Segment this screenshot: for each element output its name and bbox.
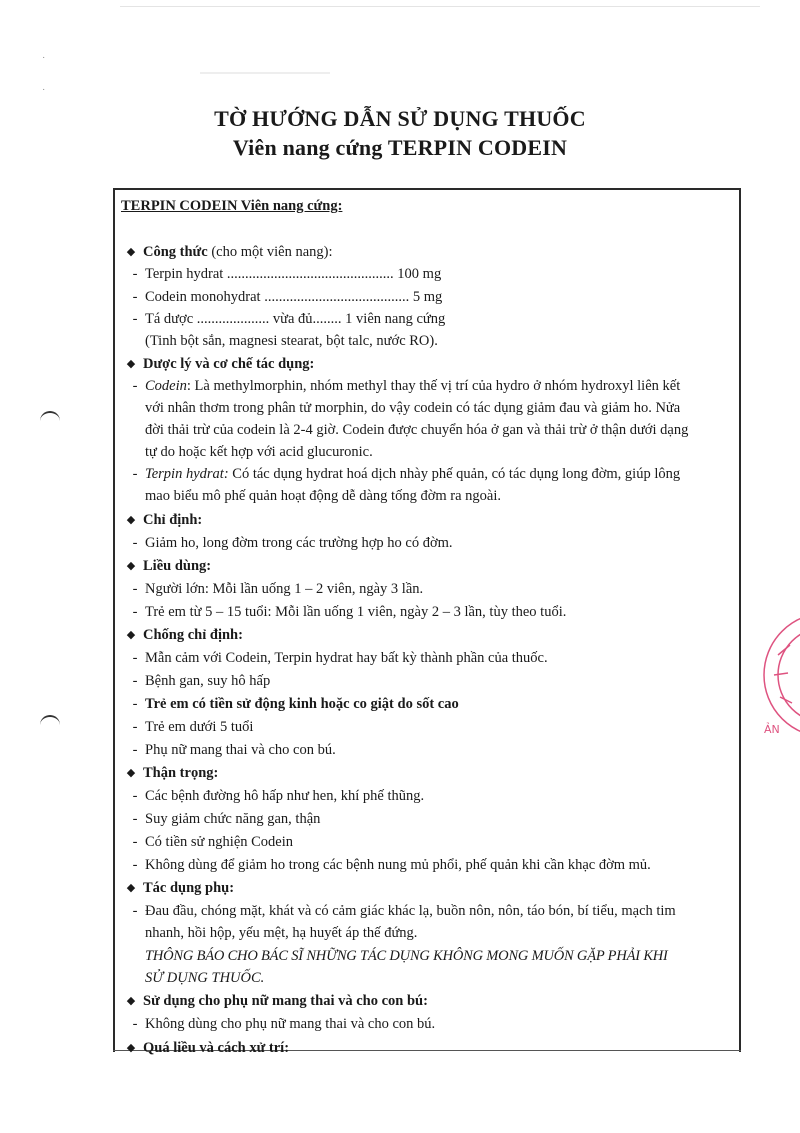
section-side-effects-heading — [119, 878, 234, 899]
paragraph-text: Đau đầu, chóng mặt, khát và có cảm giác khác lạ, buồn nôn, nôn, táo bón, bí tiểu, mạch tim — [145, 903, 676, 919]
diamond-bullet-icon: ◆ — [126, 629, 136, 641]
diamond-bullet-icon: ◆ — [126, 560, 136, 572]
section-heading-text: Chống chỉ định: — [143, 627, 243, 643]
term-label: Terpin hydrat: — [145, 466, 229, 482]
list-item: - Không dùng để giảm ho trong các bệnh nung mủ phổi, phế quản khi cần khạc đờm mủ. — [132, 857, 651, 873]
side-effects-warning: SỬ DỤNG THUỐC. — [145, 970, 265, 986]
diamond-bullet-icon: ◆ — [126, 358, 136, 370]
section-overdose-heading — [119, 1038, 289, 1059]
seal-text: ẢN — [764, 723, 780, 736]
term-label: Codein — [145, 378, 187, 394]
box-header-text: TERPIN CODEIN Viên nang cứng: — [121, 198, 343, 214]
punch-hole-mark — [40, 715, 60, 727]
scan-edge-line — [120, 6, 760, 7]
list-item: - Mẫn cảm với Codein, Terpin hydrat hay bất kỳ thành phần của thuốc. — [132, 650, 548, 666]
official-seal-stamp — [760, 605, 800, 745]
section-contraindications-heading — [119, 625, 243, 646]
document-title: TỜ HƯỚNG DẪN SỬ DỤNG THUỐC — [214, 106, 586, 131]
list-item: - Trẻ em từ 5 – 15 tuổi: Mỗi lần uống 1 viên, ngày 2 – 3 lần, tùy theo tuổi. — [132, 604, 567, 620]
list-item-text: Phụ nữ mang thai và cho con bú. — [145, 742, 336, 758]
list-item-text: Có tiền sử nghiện Codein — [145, 834, 294, 850]
list-item-text: Suy giảm chức năng gan, thận — [145, 811, 321, 827]
list-item: - Codein monohydrat ........................................ 5 mg — [132, 289, 443, 305]
list-item-text: Không dùng cho phụ nữ mang thai và cho con bú. — [145, 1016, 436, 1032]
list-item: - Suy giảm chức năng gan, thận — [132, 811, 321, 827]
section-heading-text: Sử dụng cho phụ nữ mang thai và cho con bú: — [143, 993, 428, 1009]
paragraph-text: : Là methylmorphin, nhóm methyl thay thế vị trí của hydro ở nhóm hydroxyl liên kết — [186, 378, 681, 394]
section-heading-text: Thận trọng: — [143, 765, 219, 781]
list-item: - Người lớn: Mỗi lần uống 1 – 2 viên, ngày 3 lần. — [132, 581, 424, 597]
list-item-text: Không dùng để giảm ho trong các bệnh nung mủ phổi, phế quản khi cần khạc đờm mủ. — [145, 857, 651, 873]
list-item-text: Bệnh gan, suy hô hấp — [145, 673, 271, 689]
section-heading-text: Chỉ định: — [143, 512, 203, 528]
paragraph-line: - Đau đầu, chóng mặt, khát và có cảm giác khác lạ, buồn nôn, nôn, táo bón, bí tiểu, mạch tim — [132, 903, 676, 919]
list-item-text: Mẫn cảm với Codein, Terpin hydrat hay bất kỳ thành phần của thuốc. — [145, 650, 548, 666]
list-item: - Bệnh gan, suy hô hấp — [132, 673, 271, 689]
section-pregnancy-heading — [119, 991, 428, 1012]
side-effects-warning: THÔNG BÁO CHO BÁC SĨ NHỮNG TÁC DỤNG KHÔNG MONG MUỐN GẶP PHẢI KHI — [145, 948, 668, 964]
diamond-bullet-icon: ◆ — [126, 246, 136, 258]
list-item: - Trẻ em có tiền sử động kinh hoặc co giật do sốt cao — [132, 696, 459, 712]
list-item-text: Giảm ho, long đờm trong các trường hợp ho có đờm. — [145, 535, 453, 551]
list-item: - Các bệnh đường hô hấp như hen, khí phế thũng. — [132, 788, 425, 804]
section-indications-heading — [119, 510, 202, 531]
scan-smudge — [200, 72, 330, 74]
seal-outer-ring — [764, 613, 800, 737]
diamond-bullet-icon: ◆ — [126, 995, 136, 1007]
box-header — [121, 196, 342, 216]
diamond-bullet-icon: ◆ — [126, 1042, 136, 1054]
section-formula-heading — [119, 242, 333, 263]
list-item: - Không dùng cho phụ nữ mang thai và cho con bú. — [132, 1016, 436, 1032]
list-item: - Terpin hydrat .............................................. 100 mg — [132, 266, 442, 282]
scan-speck: ˙ — [42, 56, 46, 67]
diamond-bullet-icon: ◆ — [126, 514, 136, 526]
paragraph-line: - Codein: Là methylmorphin, nhóm methyl thay thế vị trí của hydro ở nhóm hydroxyl liên kết — [132, 378, 681, 394]
paragraph-text: Có tác dụng hydrat hoá dịch nhày phế quản, có tác dụng long đờm, giúp lông — [228, 466, 681, 482]
diamond-bullet-icon: ◆ — [126, 767, 136, 779]
paragraph-line: tự do hoặc kết hợp với acid glucuronic. — [145, 444, 373, 460]
list-item: - Giảm ho, long đờm trong các trường hợp ho có đờm. — [132, 535, 453, 551]
list-item-text: Terpin hydrat .............................................. 100 mg — [145, 266, 442, 282]
list-item-text: Trẻ em dưới 5 tuổi — [145, 719, 254, 735]
list-item-text: Người lớn: Mỗi lần uống 1 – 2 viên, ngày 3 lần. — [145, 581, 424, 597]
seal-inner-ring — [778, 627, 800, 723]
list-item: - Phụ nữ mang thai và cho con bú. — [132, 742, 336, 758]
diamond-bullet-icon: ◆ — [126, 882, 136, 894]
section-pharmacology-heading — [119, 354, 314, 375]
list-item-text: Các bệnh đường hô hấp như hen, khí phế thũng. — [145, 788, 425, 804]
section-precautions-heading — [119, 763, 218, 784]
paragraph-line: nhanh, hồi hộp, yếu mệt, hạ huyết áp thế đứng. — [145, 925, 418, 941]
section-heading-text: Quá liều và cách xử trí: — [143, 1040, 290, 1056]
paragraph-line: mao biểu mô phế quản hoạt động dễ dàng tống đờm ra ngoài. — [145, 488, 501, 504]
paragraph-line: với nhân thơm trong phân tử morphin, do vậy codein có tác dụng giảm đau và giảm ho. Nửa — [145, 400, 681, 416]
list-item-text: Codein monohydrat ........................................ 5 mg — [145, 289, 443, 305]
section-dosage-heading — [119, 556, 211, 577]
list-item-text: Trẻ em có tiền sử động kinh hoặc co giật do sốt cao — [145, 696, 459, 712]
section-heading-note: (cho một viên nang): — [207, 244, 333, 260]
list-item-text: Tá dược .................... vừa đủ........ 1 viên nang cứng — [145, 311, 446, 327]
section-heading-text: Liều dùng: — [143, 558, 212, 574]
list-item-text: Trẻ em từ 5 – 15 tuổi: Mỗi lần uống 1 viên, ngày 2 – 3 lần, tùy theo tuổi. — [145, 604, 567, 620]
section-heading-text: Công thức — [143, 244, 208, 260]
list-item: - Có tiền sử nghiện Codein — [132, 834, 294, 850]
list-item: - Tá dược .................... vừa đủ........ 1 viên nang cứng — [132, 311, 446, 327]
document-subtitle: Viên nang cứng TERPIN CODEIN — [232, 135, 568, 160]
list-item: - Trẻ em dưới 5 tuổi — [132, 719, 254, 735]
punch-hole-mark — [40, 411, 60, 423]
formula-note: (Tinh bột sắn, magnesi stearat, bột talc, nước RO). — [145, 333, 438, 349]
section-heading-text: Dược lý và cơ chế tác dụng: — [143, 356, 315, 372]
paragraph-line: đời thải trừ của codein là 2-4 giờ. Codein được chuyển hóa ở gan và thải trừ ở thận dưới dạng — [145, 422, 689, 438]
paragraph-line: - Terpin hydrat: Có tác dụng hydrat hoá dịch nhày phế quản, có tác dụng long đờm, giúp lông — [132, 466, 681, 482]
section-heading-text: Tác dụng phụ: — [143, 880, 235, 896]
scan-speck: ˙ — [42, 88, 46, 99]
